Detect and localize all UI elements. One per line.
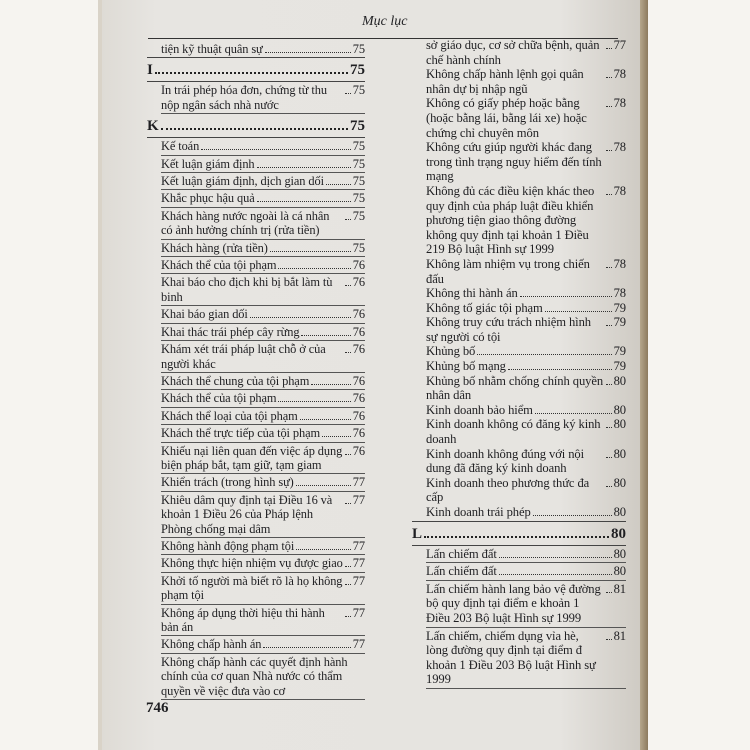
dot-leader [606, 77, 612, 78]
index-entry [426, 140, 626, 184]
index-entry-page: 80 [613, 373, 626, 388]
index-entry-page: 76 [352, 373, 365, 388]
index-entry-page: 78 [613, 183, 626, 198]
dot-leader [322, 436, 351, 437]
index-entry [426, 359, 626, 374]
index-entry [161, 538, 365, 555]
dot-leader [296, 485, 351, 486]
index-entry-page: 78 [613, 140, 626, 155]
index-entry [426, 403, 626, 418]
index-entry [426, 628, 626, 689]
index-entry-text: Lấn chiếm đất [426, 546, 497, 561]
index-entry-text: tiện kỹ thuật quân sự [161, 42, 263, 56]
index-column-right [412, 36, 626, 689]
index-entry-text: Khiêu dâm quy định tại Điều 16 và khoản 1 Điều 26 của Pháp lệnh Phòng chống mại dâm [161, 492, 333, 536]
index-entry [161, 636, 365, 653]
index-column-left [147, 40, 365, 700]
index-entry [161, 390, 365, 407]
dot-leader [606, 150, 612, 151]
index-entry [426, 344, 626, 359]
index-entry-page: 77 [352, 538, 365, 553]
index-entry-text: sở giáo dục, cơ sở chữa bệnh, quản chế hành chính [426, 38, 600, 67]
page-stack-edge [640, 0, 648, 750]
dot-leader [296, 549, 351, 550]
dot-leader [606, 267, 612, 268]
index-entry-text: Không chấp hành các quyết định hành chính của cơ quan Nhà nước có thẩm quyền về việc đưa vào cơ [161, 654, 348, 698]
index-entry-page: 77 [352, 475, 365, 490]
index-entry [426, 505, 626, 520]
index-entry-page: 76 [352, 342, 365, 357]
index-entry [161, 173, 365, 190]
dot-leader [533, 515, 612, 516]
index-entry [426, 96, 626, 140]
dot-leader [201, 149, 351, 150]
index-entry-page: 77 [352, 605, 365, 620]
index-entry [426, 417, 626, 446]
dot-leader [326, 184, 351, 185]
index-entry [161, 341, 365, 373]
index-entry-page: 79 [613, 300, 626, 315]
index-entry-page: 75 [352, 191, 365, 206]
index-entry-page: 80 [613, 446, 626, 461]
index-entry [426, 447, 626, 476]
index-entry-text: Lấn chiếm, chiếm dụng vỉa hè, lòng đường quy định tại điểm đ khoản 1 Điều 203 Bộ luật Hình sự 1999 [426, 628, 596, 687]
letter-page: 80 [611, 525, 626, 542]
index-letter-heading [147, 58, 365, 82]
index-entry-page: 76 [352, 324, 365, 339]
dot-leader [161, 128, 348, 130]
index-entry-text: Kinh doanh bảo hiểm [426, 402, 533, 417]
letter-label: L [412, 525, 423, 542]
index-entry [161, 492, 365, 538]
dot-leader [606, 592, 612, 593]
index-entry-page: 75 [352, 208, 365, 223]
dot-leader [606, 486, 612, 487]
dot-leader [477, 354, 611, 355]
index-entry-page: 75 [352, 174, 365, 189]
index-entry [426, 184, 626, 257]
dot-leader [345, 454, 351, 455]
letter-page: 75 [350, 118, 365, 135]
index-entry-text: Kế toán [161, 139, 200, 154]
index-entry-text: Khai thác trái phép cây rừng [161, 324, 300, 339]
dot-leader [606, 106, 612, 107]
index-entry [426, 315, 626, 344]
index-entry-text: Không có giấy phép hoặc bằng (hoặc bằng lái, bằng lái xe) hoặc chứng chỉ chuyên môn [426, 96, 587, 140]
index-continuation-block [412, 36, 626, 522]
index-entry-page: 76 [352, 408, 365, 423]
index-entry-page: 76 [352, 275, 365, 290]
page-number: 746 [146, 700, 169, 716]
index-entry-text: Không áp dụng thời hiệu thi hành bản án [161, 605, 325, 634]
dot-leader [345, 219, 351, 220]
dot-leader [345, 616, 351, 617]
index-entry-text: Khách thể của tội phạm [161, 391, 277, 406]
index-entry-page: 76 [352, 258, 365, 273]
index-entry-text: Khủng bố nhằm chống chính quyền nhân dân [426, 373, 604, 403]
dot-leader [263, 647, 350, 648]
index-entry-text: Không truy cứu trách nhiệm hình sự người có tội [426, 315, 591, 344]
index-entry-page: 78 [613, 256, 626, 271]
index-letter-heading [412, 522, 626, 546]
index-entry-list [147, 138, 365, 700]
index-entry [161, 274, 365, 306]
index-entry-text: Khách thể chung của tội phạm [161, 373, 310, 388]
index-entry-text: Khắc phục hậu quả [161, 191, 255, 206]
index-entry-text: Khai báo gian dối [161, 307, 248, 322]
index-entry-page: 75 [352, 240, 365, 255]
index-entry [161, 373, 365, 390]
index-entry-page: 78 [613, 67, 626, 82]
dot-leader [345, 285, 351, 286]
dot-leader [520, 296, 612, 297]
index-entry-text: Lấn chiếm đất [426, 564, 497, 579]
index-entry [161, 240, 365, 257]
index-entry-page: 75 [352, 83, 365, 98]
index-entry-page: 81 [613, 581, 626, 596]
index-entry-text: Kinh doanh không có đăng ký kinh doanh [426, 417, 601, 447]
index-entry [161, 654, 365, 700]
index-entry-text: Không làm nhiệm vụ trong chiến đấu [426, 256, 590, 286]
index-entry-text: Kinh doanh không đúng với nội dung đã đăng ký kinh doanh [426, 446, 585, 476]
dot-leader [345, 93, 351, 94]
dot-leader [345, 352, 351, 353]
index-entry-text: Khách hàng (rửa tiền) [161, 240, 268, 255]
dot-leader [345, 566, 351, 567]
index-entry [161, 573, 365, 605]
index-entry-page: 77 [352, 637, 365, 652]
index-entry [161, 605, 365, 637]
index-entry [161, 306, 365, 323]
index-entry-page: 77 [613, 38, 626, 52]
running-header-title: Mục lục [362, 14, 408, 29]
index-entry-page: 78 [613, 286, 626, 301]
letter-label: K [147, 118, 159, 135]
index-continuation-block [147, 40, 365, 58]
dot-leader [257, 201, 351, 202]
index-entry [426, 286, 626, 301]
index-entry [426, 301, 626, 316]
index-entry-text: In trái phép hóa đơn, chứng từ thu nộp ngân sách nhà nước [161, 83, 327, 112]
index-entry [161, 156, 365, 173]
index-entry [161, 474, 365, 491]
index-entry-text: Không chấp hành lệnh gọi quân nhân dự bị nhập ngũ [426, 67, 584, 96]
index-entry-page: 77 [352, 556, 365, 571]
index-entry-text: Khiển trách (trong hình sự) [161, 475, 294, 490]
index-entry [161, 425, 365, 442]
dot-leader [606, 194, 612, 195]
dot-leader [499, 557, 612, 558]
index-entry [161, 324, 365, 341]
index-entry-page: 80 [613, 402, 626, 417]
dot-leader [278, 401, 350, 402]
dot-leader [301, 335, 350, 336]
index-entry-page: 80 [613, 546, 626, 561]
index-entry-page: 76 [352, 443, 365, 458]
dot-leader [508, 369, 612, 370]
index-entry-list [412, 546, 626, 689]
index-entry [161, 443, 365, 475]
index-entry [161, 42, 365, 56]
index-entry-page: 81 [613, 628, 626, 643]
dot-leader [155, 72, 348, 74]
dot-leader [606, 48, 612, 49]
index-entry-text: Khủng bố [426, 344, 476, 359]
index-entry-text: Không thực hiện nhiệm vụ được giao [161, 556, 343, 571]
index-entry [161, 555, 365, 572]
index-entry-page: 75 [352, 156, 365, 171]
index-entry [426, 563, 626, 581]
index-entry-text: Không đủ các điều kiện khác theo quy định của pháp luật điều khiển phương tiện giao thông đường không quy định tại khoản 1 Điều 219 Bộ luật Hình sự 1999 [426, 183, 595, 257]
index-entry-page: 79 [613, 344, 626, 359]
index-entry-text: Kinh doanh theo phương thức đa cấp [426, 475, 590, 505]
index-entry-page: 77 [352, 492, 365, 507]
dot-leader [606, 457, 612, 458]
index-entry [426, 67, 626, 96]
index-entry [161, 257, 365, 274]
dot-leader [257, 167, 351, 168]
index-entry-page: 77 [352, 573, 365, 588]
dot-leader [424, 536, 609, 538]
index-letter-heading [147, 114, 365, 138]
index-entry-page: 76 [352, 307, 365, 322]
index-entry-page: 80 [613, 564, 626, 579]
dot-leader [606, 384, 612, 385]
index-entry-text: Kết luận giám định [161, 156, 255, 171]
index-entry-page: 76 [352, 426, 365, 441]
dot-leader [606, 325, 612, 326]
index-entry [426, 38, 626, 67]
index-entry-list [147, 82, 365, 114]
dot-leader [265, 52, 351, 53]
dot-leader [300, 419, 351, 420]
index-entry-text: Khai báo cho địch khi bị bắt làm tù binh [161, 275, 333, 304]
index-entry-text: Khiếu nại liên quan đến việc áp dụng biện pháp bắt, tạm giữ, tạm giam [161, 443, 343, 472]
index-entry-page: 80 [613, 505, 626, 519]
index-entry [426, 546, 626, 564]
index-entry-page: 80 [613, 417, 626, 432]
index-entry-text: Khách hàng nước ngoài là cá nhân có ảnh hưởng chính trị (rửa tiền) [161, 208, 330, 238]
index-entry [426, 257, 626, 286]
index-entry-text: Không thi hành án [426, 286, 518, 301]
dot-leader [535, 413, 612, 414]
dot-leader [606, 427, 612, 428]
dot-leader [250, 317, 351, 318]
book-cover-background [648, 0, 750, 750]
index-entry-text: Khách thể trực tiếp của tội phạm [161, 426, 321, 441]
index-entry-text: Không tố giác tội phạm [426, 300, 543, 315]
dot-leader [606, 639, 612, 640]
index-entry-page: 79 [613, 359, 626, 374]
index-entry-page: 80 [613, 475, 626, 490]
index-entry-text: Khủng bố mạng [426, 359, 506, 374]
letter-page: 75 [350, 62, 365, 79]
dot-leader [345, 584, 351, 585]
index-entry-page: 79 [613, 315, 626, 330]
index-entry-text: Khách thể của tội phạm [161, 258, 277, 273]
index-entry [426, 581, 626, 628]
index-entry-page: 76 [352, 391, 365, 406]
dot-leader [345, 503, 351, 504]
index-entry [161, 190, 365, 207]
index-entry-page: 75 [352, 139, 365, 154]
index-entry-page: 75 [352, 42, 365, 56]
index-entry [426, 476, 626, 505]
dot-leader [270, 251, 351, 252]
index-entry-text: Không chấp hành án [161, 637, 262, 652]
dot-leader [499, 574, 612, 575]
index-entry-text: Khách thể loại của tội phạm [161, 408, 298, 423]
index-entry-text: Kinh doanh trái phép [426, 505, 531, 519]
index-entry [161, 82, 365, 114]
dot-leader [545, 311, 612, 312]
index-entry-text: Khởi tố người mà biết rõ là họ không phạm tội [161, 573, 343, 603]
index-entry [426, 374, 626, 403]
index-entry-text: Khám xét trái pháp luật chỗ ở của người khác [161, 342, 326, 371]
index-entry [161, 138, 365, 155]
index-entry [161, 208, 365, 240]
index-entry-page: 78 [613, 96, 626, 111]
index-entry-text: Kết luận giám định, dịch gian dối [161, 174, 324, 189]
index-entry-text: Không hành động phạm tội [161, 538, 295, 553]
letter-label: I [147, 62, 153, 79]
index-entry [161, 408, 365, 425]
dot-leader [278, 268, 350, 269]
dot-leader [311, 384, 351, 385]
index-entry-text: Lấn chiếm hành lang bảo vệ đường bộ quy định tại điểm e khoản 1 Điều 203 Bộ luật Hình sự 1999 [426, 581, 601, 625]
index-entry-text: Không cứu giúp người khác đang trong tình trạng nguy hiểm đến tính mạng [426, 140, 602, 184]
